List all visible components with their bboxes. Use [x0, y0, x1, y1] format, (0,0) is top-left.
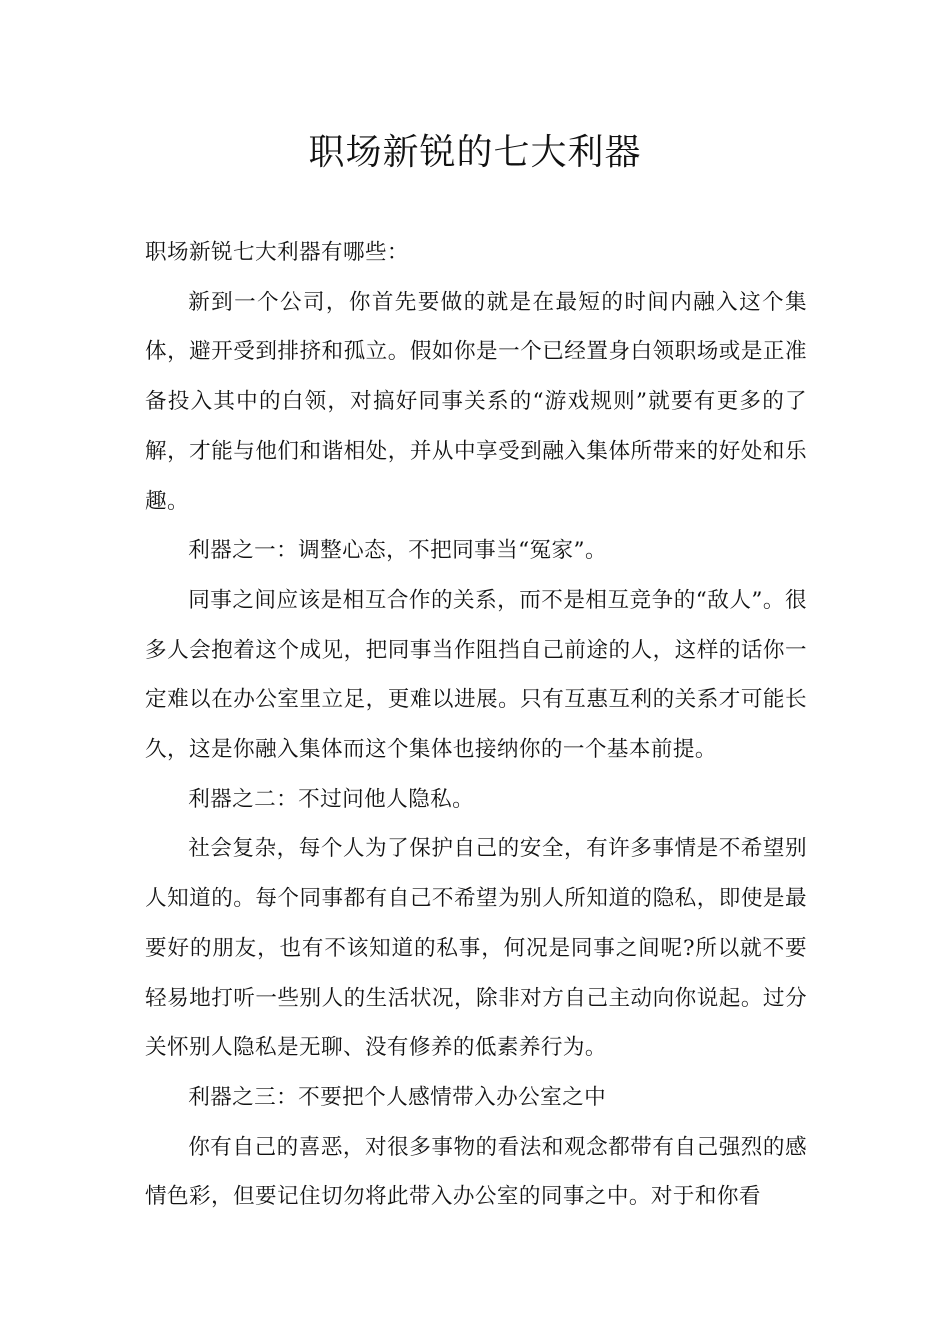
paragraph-intro: 职场新锐七大利器有哪些：	[145, 240, 409, 265]
paragraph-section-1: 同事之间应该是相互合作的关系，而不是相互竞争的“敌人”。很多人会抱着这个成见，把同事当作阻挡自己前途的人，这样的话你一定难以在办公室里立足，更难以进展。只有互惠互利的关系才可能长久，这是你融入集体而这个集体也接纳你的一个基本前提。	[145, 587, 807, 763]
document-body	[145, 228, 807, 1222]
section-heading-3: 利器之三：不要把个人感情带入办公室之中	[188, 1084, 607, 1110]
paragraph-section-2: 社会复杂，每个人为了保护自己的安全，有许多事情是不希望别人知道的。每个同事都有自己不希望为别人所知道的隐私，即使是最要好的朋友，也有不该知道的私事，何况是同事之间呢?所以就不要轻易地打听一些别人的生活状况，除非对方自己主动向你说起。过分关怀别人隐私是无聊、没有修养的低素养行为。	[145, 836, 807, 1061]
section-heading-1: 利器之一：调整心态，不把同事当“冤家”。	[188, 538, 607, 564]
paragraph-section-3: 你有自己的喜恶，对很多事物的看法和观念都带有自己强烈的感情色彩，但要记住切勿将此带入办公室的同事之中。对于和你看	[145, 1134, 807, 1210]
document-title: 职场新锐的七大利器	[308, 132, 642, 173]
section-heading-2: 利器之二：不过问他人隐私。	[188, 786, 475, 812]
paragraph-opening: 新到一个公司，你首先要做的就是在最短的时间内融入这个集体，避开受到排挤和孤立。假如你是一个已经置身白领职场或是正准备投入其中的白领，对搞好同事关系的“游戏规则”就要有更多的了解，才能与他们和谐相处，并从中享受到融入集体所带来的好处和乐趣。	[145, 289, 807, 514]
